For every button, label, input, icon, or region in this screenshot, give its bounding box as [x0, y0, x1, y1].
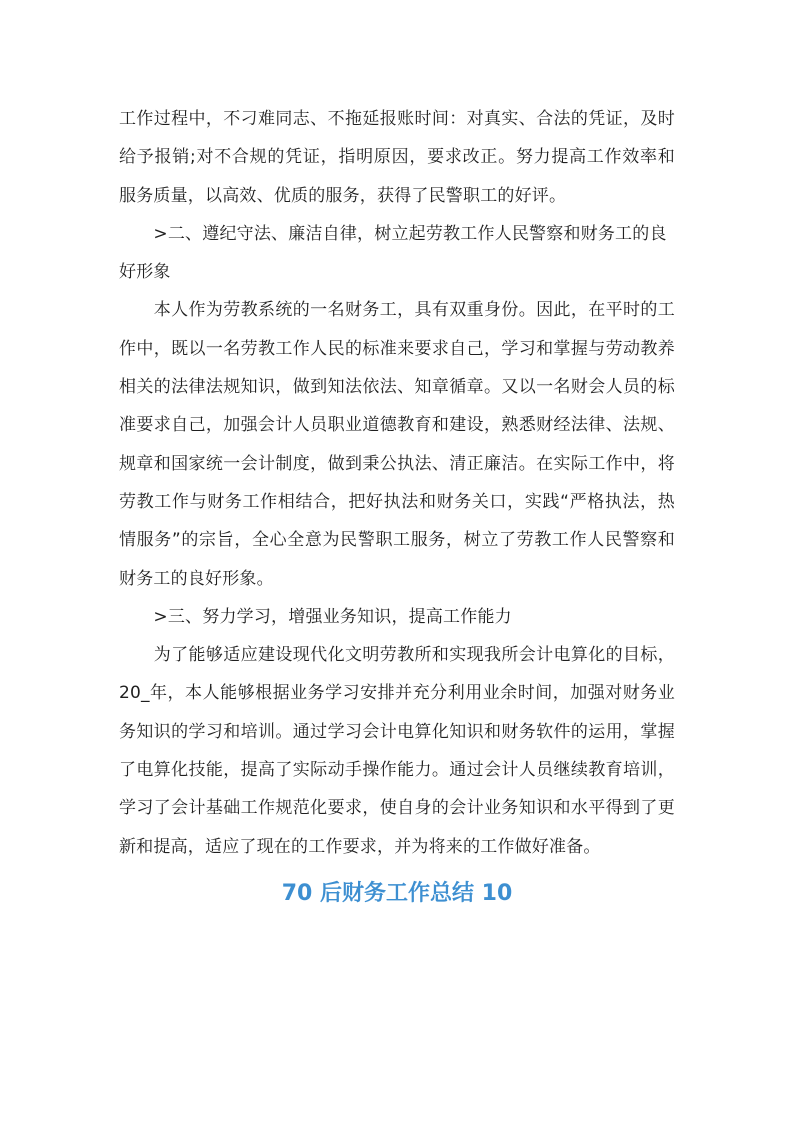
paragraph-section-2: 本人作为劳教系统的一名财务工，具有双重身份。因此，在平时的工作中，既以一名劳教工作人民的标准来要求自己，学习和掌握与劳动教养相关的法律法规知识，做到知法依法、知章循章。又以一名财会人员的标准要求自己，加强会计人员职业道德教育和建设，熟悉财经法律、法规、规章和国家统一会计制度，做到秉公执法、清正廉洁。在实际工作中，将劳教工作与财务工作相结合，把好执法和财务关口，实践“严格执法，热情服务”的宗旨，全心全意为民警职工服务，树立了劳教工作人民警察和财务工的良好形象。	[119, 300, 675, 589]
section-heading-3: >三、努力学习，增强业务知识，提高工作能力	[119, 606, 512, 627]
paragraph-continued: 工作过程中，不刁难同志、不拖延报账时间：对真实、合法的凭证，及时给予报销;对不合规的凭证，指明原因，要求改正。努力提高工作效率和服务质量，以高效、优质的服务，获得了民警职工的好评。	[119, 109, 675, 206]
next-article-title: 70 后财务工作总结 10	[281, 880, 513, 906]
section-heading-2: >二、遵纪守法、廉洁自律，树立起劳教工作人民警察和财务工的良好形象	[119, 223, 667, 283]
paragraph-section-3: 为了能够适应建设现代化文明劳教所和实现我所会计电算化的目标，20_年，本人能够根据业务学习安排并充分利用业余时间，加强对财务业务知识的学习和培训。通过学习会计电算化知识和财务软件的运用，掌握了电算化技能，提高了实际动手操作能力。通过会计人员继续教育培训，学习了会计基础工作规范化要求，使自身的会计业务知识和水平得到了更新和提高，适应了现在的工作要求，并为将来的工作做好准备。	[119, 645, 675, 857]
document-page	[119, 100, 675, 914]
